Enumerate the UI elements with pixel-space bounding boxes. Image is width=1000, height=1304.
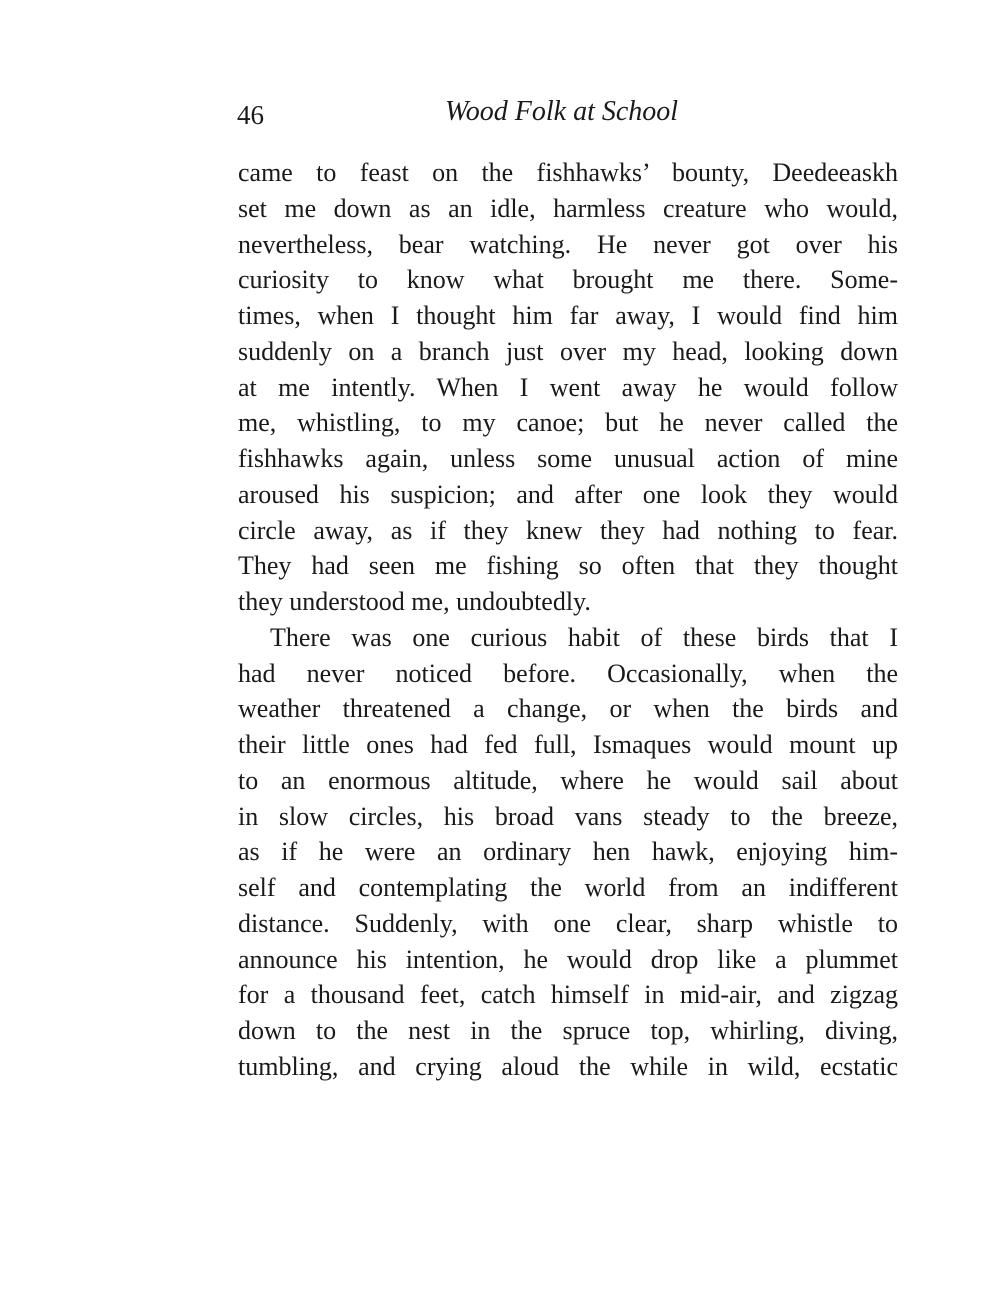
body-text xyxy=(238,155,898,1085)
text-line: suddenly on a branch just over my head, looking down xyxy=(238,336,898,366)
text-line: as if he were an ordinary hen hawk, enjoying him- xyxy=(238,837,898,867)
text-line: in slow circles, his broad vans steady to the breeze, xyxy=(238,801,898,831)
text-line: announce his intention, he would drop like a plummet xyxy=(238,944,898,974)
text-line: They had seen me fishing so often that they thought xyxy=(238,551,898,581)
text-line: times, when I thought him far away, I would find him xyxy=(238,301,898,330)
running-title: Wood Folk at School xyxy=(445,96,679,127)
text-line: to an enormous altitude, where he would sail about xyxy=(238,765,898,795)
page-header xyxy=(237,92,897,136)
text-line: nevertheless, bear watching. He never got over his xyxy=(238,229,898,259)
text-line: fishhawks again, unless some unusual action of mine xyxy=(238,444,898,473)
text-line: they understood me, undoubtedly. xyxy=(238,587,591,616)
text-line: aroused his suspicion; and after one look they would xyxy=(238,479,898,509)
text-line: curiosity to know what brought me there. Some- xyxy=(238,265,898,295)
text-line: me, whistling, to my canoe; but he never called the xyxy=(238,408,898,438)
text-line: at me intently. When I went away he would follow xyxy=(238,372,898,402)
page-number: 46 xyxy=(237,100,264,130)
text-line: distance. Suddenly, with one clear, sharp whistle to xyxy=(238,908,898,938)
text-line: set me down as an idle, harmless creature who would, xyxy=(238,193,898,223)
text-line: for a thousand feet, catch himself in mid-air, and zigzag xyxy=(238,980,898,1010)
text-line: self and contemplating the world from an indifferent xyxy=(238,873,898,902)
text-line: their little ones had fed full, Ismaques would mount up xyxy=(238,730,898,759)
text-line: came to feast on the fishhawks’ bounty, Deedeeaskh xyxy=(238,158,898,187)
text-line: down to the nest in the spruce top, whirling, diving, xyxy=(238,1016,898,1045)
text-line: weather threatened a change, or when the birds and xyxy=(238,694,898,724)
text-line: There was one curious habit of these birds that I xyxy=(270,622,898,652)
text-line: tumbling, and crying aloud the while in wild, ecstatic xyxy=(238,1051,898,1081)
text-line: circle away, as if they knew they had nothing to fear. xyxy=(238,515,898,545)
text-line: had never noticed before. Occasionally, when the xyxy=(238,658,898,688)
